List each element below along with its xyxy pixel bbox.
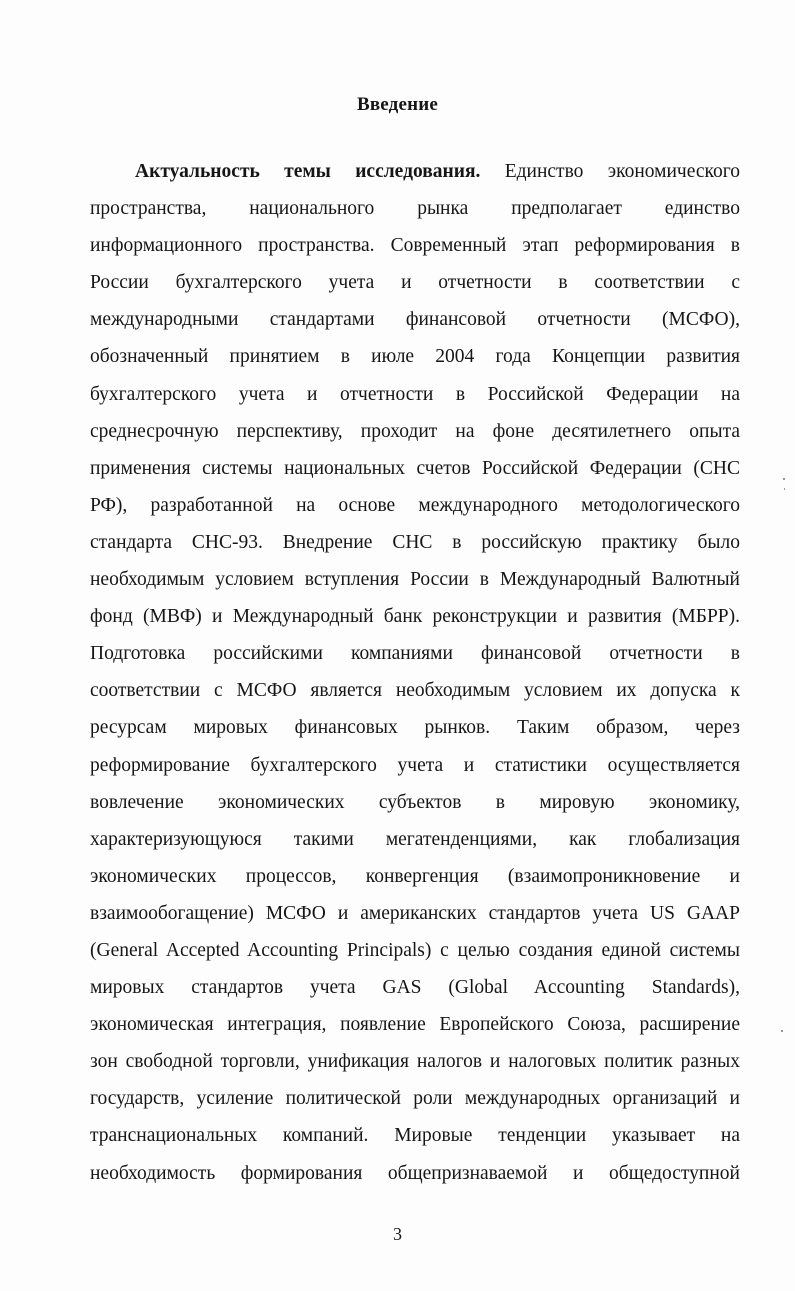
text-line	[90, 153, 740, 190]
text-line: ресурсам мировых финансовых рынков. Таким образом, через	[90, 717, 740, 739]
page-number: 3	[393, 1224, 402, 1244]
scan-speck	[784, 488, 785, 490]
page-heading: Введение	[356, 94, 439, 115]
text-line: соответствии с МСФО является необходимым условием их допуска к	[90, 680, 740, 702]
text-line: информационного пространства. Современный этап реформирования в	[90, 235, 740, 257]
text-line: экономических процессов, конвергенция (взаимопроникновение и	[90, 865, 740, 887]
text-line: фонд (МВФ) и Международный банк реконструкции и развития (МБРР).	[90, 606, 740, 628]
scan-speck	[781, 1030, 783, 1032]
text-line: среднесрочную перспективу, проходит на фоне десятилетнего опыта	[90, 420, 740, 442]
text-line: бухгалтерского учета и отчетности в Российской Федерации на	[90, 383, 740, 405]
text-line: применения системы национальных счетов Российской Федерации (СНС	[90, 457, 740, 479]
text-line: пространства, национального рынка предполагает единство	[90, 198, 740, 220]
lead-phrase: Актуальность темы исследования.	[135, 161, 481, 182]
scan-speck	[783, 478, 785, 480]
text-line: необходимым условием вступления России в Международный Валютный	[90, 569, 740, 591]
text-line: (General Accepted Accounting Principals) с целью создания единой системы	[90, 939, 740, 961]
text-line: необходимость формирования общепризнаваемой и общедоступной	[90, 1162, 740, 1184]
text-line: транснациональных компаний. Мировые тенденции указывает на	[90, 1125, 740, 1147]
text-line-content: Единство экономического	[480, 161, 740, 182]
text-line: РФ), разработанной на основе международного методологического	[90, 494, 740, 516]
text-line: вовлечение экономических субъектов в мировую экономику,	[90, 791, 740, 813]
text-line: взаимообогащение) МСФО и американских стандартов учета US GAAP	[90, 902, 740, 924]
text-line: стандарта СНС-93. Внедрение СНС в российскую практику было	[90, 531, 740, 553]
text-line: характеризующуюся такими мегатенденциями, как глобализация	[90, 828, 740, 850]
body-paragraph	[90, 153, 740, 1192]
text-line: Подготовка российскими компаниями финансовой отчетности в	[90, 643, 740, 665]
text-line: России бухгалтерского учета и отчетности в соответствии с	[90, 272, 740, 294]
text-line: международными стандартами финансовой отчетности (МСФО),	[90, 309, 740, 331]
text-line: обозначенный принятием в июле 2004 года Концепции развития	[90, 346, 740, 368]
text-line: реформирование бухгалтерского учета и статистики осуществляется	[90, 754, 740, 776]
text-line: зон свободной торговли, унификация налогов и налоговых политик разных	[90, 1051, 740, 1073]
text-line: мировых стандартов учета GAS (Global Accounting Standards),	[90, 977, 740, 999]
text-line: экономическая интеграция, появление Европейского Союза, расширение	[90, 1014, 740, 1036]
text-line: государств, усиление политической роли международных организаций и	[90, 1088, 740, 1110]
